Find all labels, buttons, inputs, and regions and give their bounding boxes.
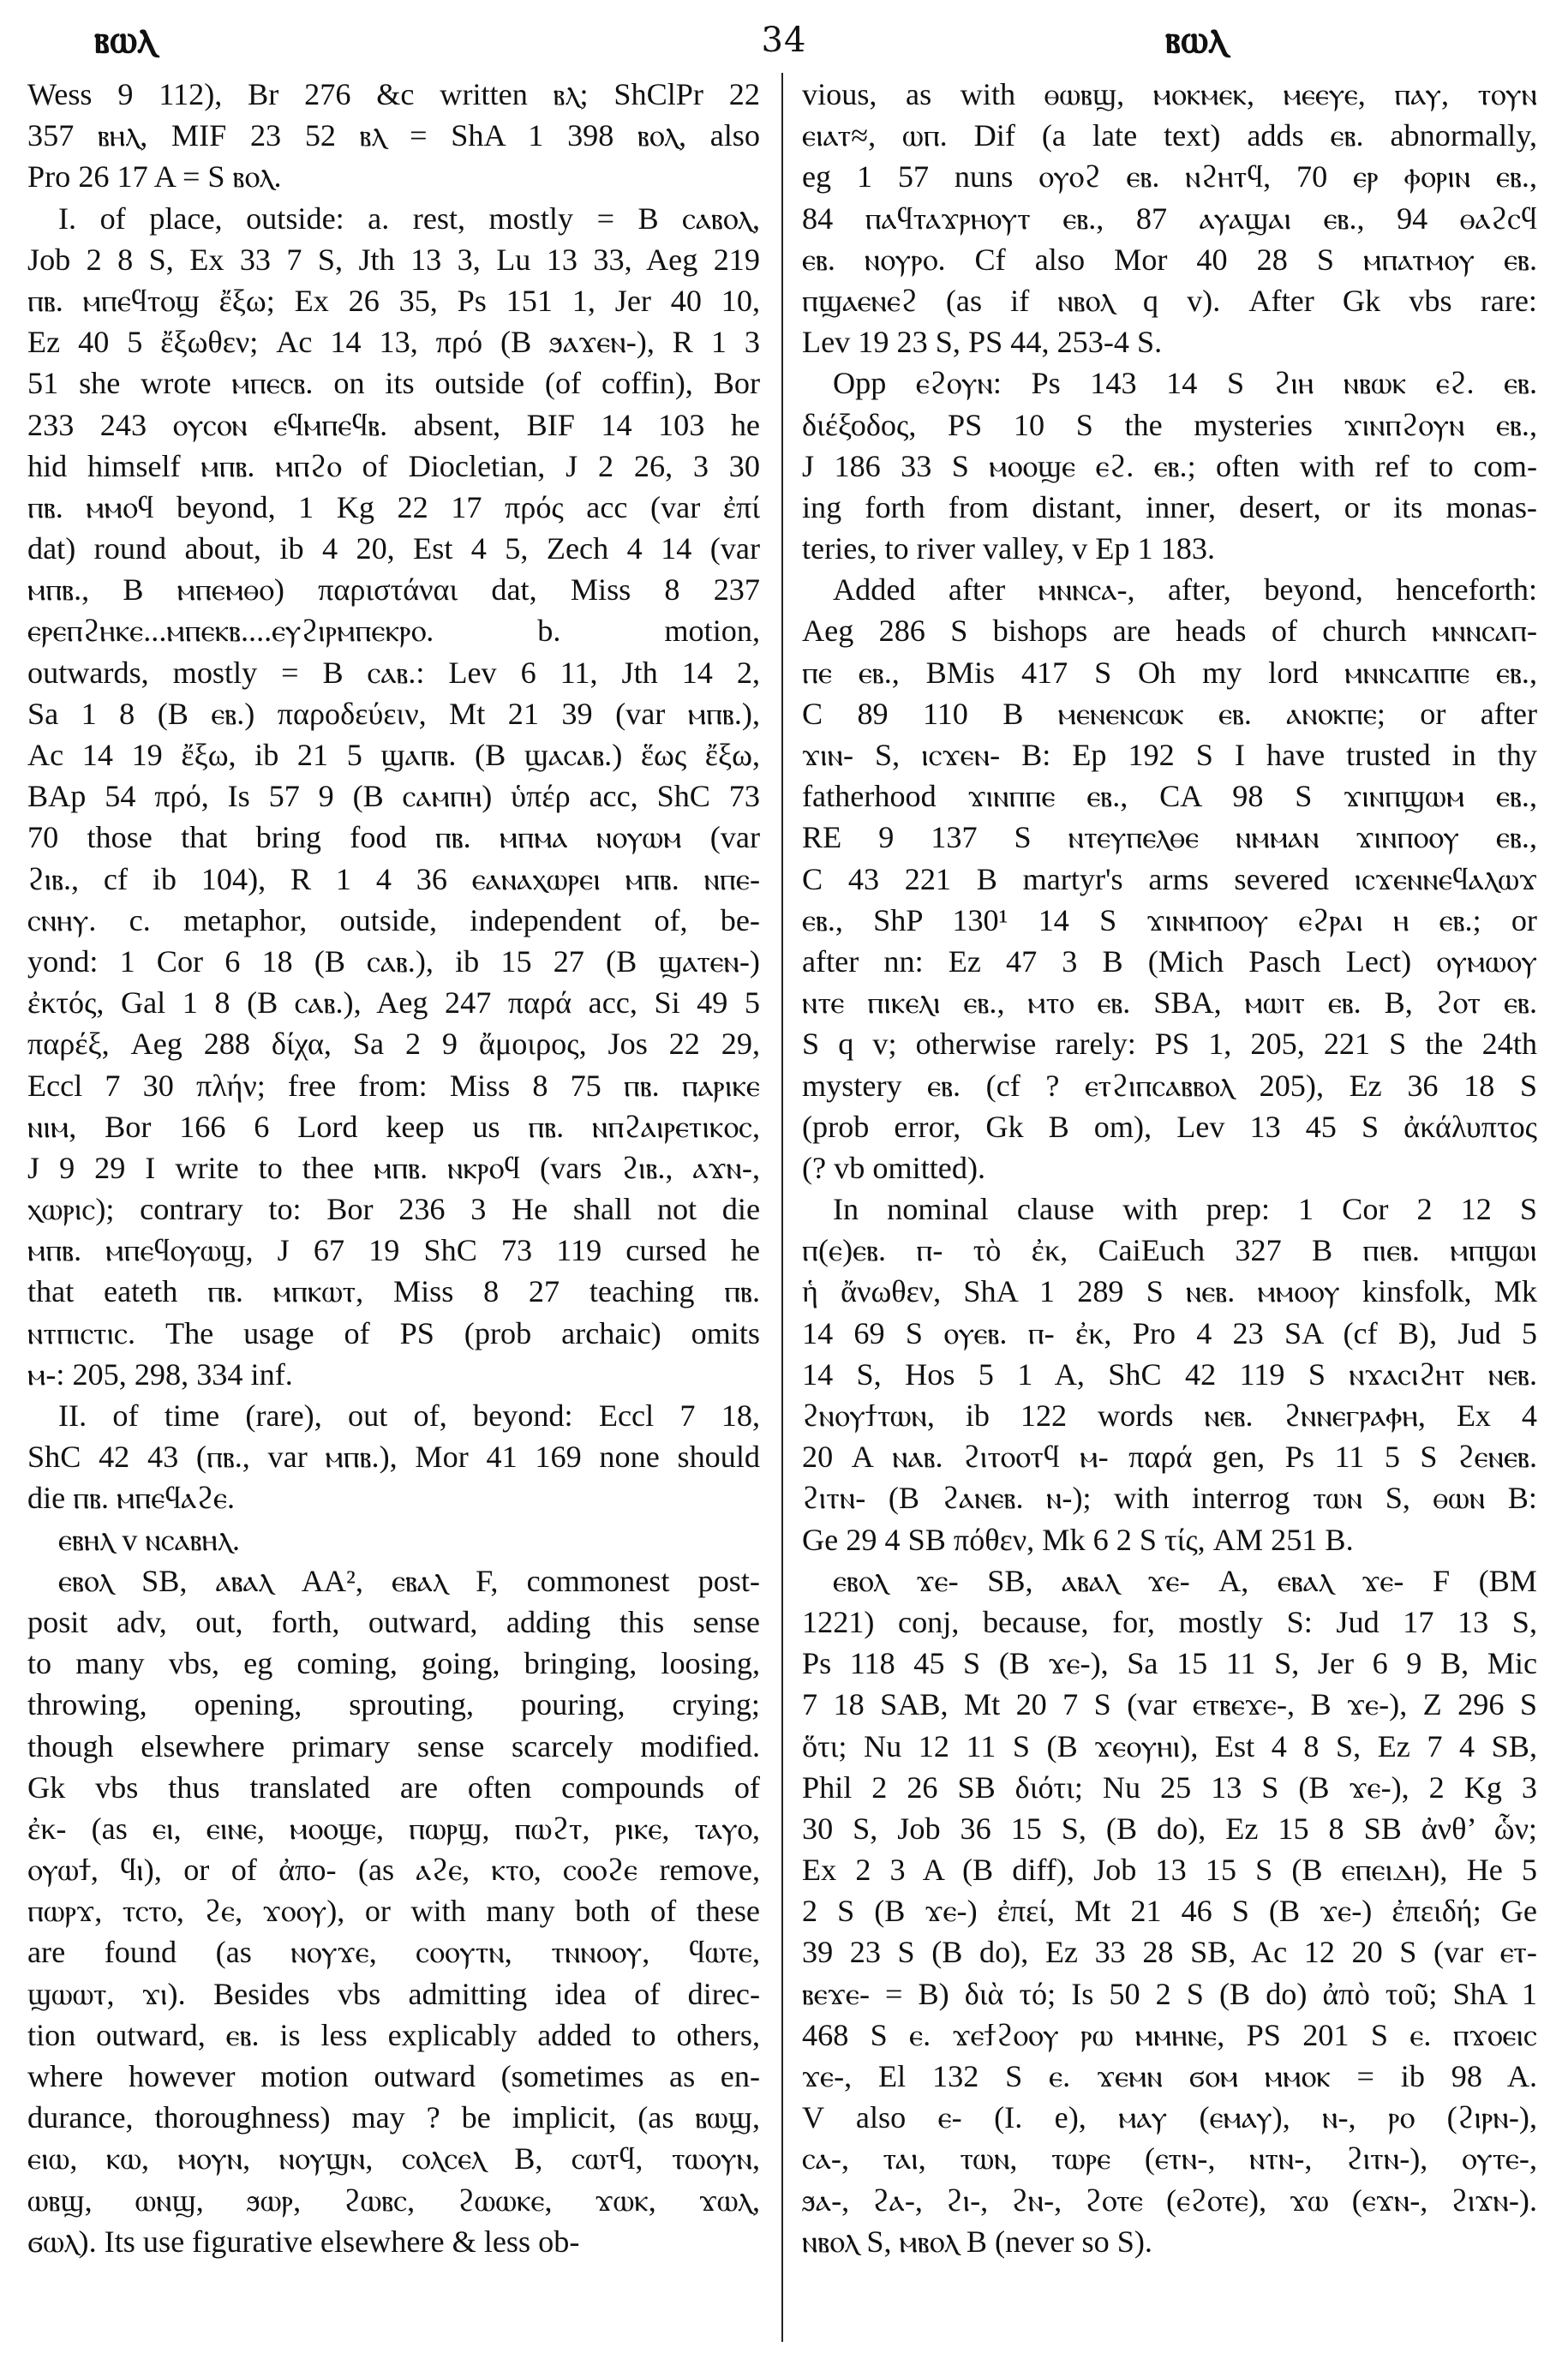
text-line: ⲛⲓⲙ, Bor 166 6 Lord keep us ⲡⲃ. ⲛⲡϩⲁⲓⲣⲉⲧⲓⲕⲟⲥ, [27,1109,760,1144]
text-line: ShC 42 43 (ⲡⲃ., var ⲙⲡⲃ.), Mor 41 169 none should [27,1440,760,1475]
column-divider [781,73,783,2342]
text-line: though elsewhere primary sense scarcely modified. [27,1728,760,1763]
text-line: ⲛⲧⲡⲓⲥⲧⲓⲥ. The usage of PS (prob archaic) omits [27,1315,760,1350]
text-line: Ps 118 45 S (B ϫⲉ-), Sa 15 11 S, Jer 6 9 B, Mic [802,1646,1537,1681]
text-line: Ac 14 19 ἔξω, ib 21 5 ϣⲁⲡⲃ. (B ϣⲁⲥⲁⲃ.) ἕως ἔξω, [27,738,760,772]
text-line: yond: 1 Cor 6 18 (B ⲥⲁⲃ.), ib 15 27 (B ϣⲁⲧⲉⲛ-) [27,943,760,979]
text-line: tion outward, ⲉⲃ. is less explicably added to others, [27,2017,760,2052]
text-line: 84 ⲡⲁϥⲧⲁϫⲣⲏⲟⲩⲧ ⲉⲃ., 87 ⲁⲩⲁϣⲁⲓ ⲉⲃ., 94 ⲑⲁϩⲥϥ [802,201,1537,236]
text-line: RE 9 137 S ⲛⲧⲉⲩⲡⲉⲗⲑⲉ ⲛⲙⲙⲁⲛ ϫⲓⲛⲡⲟⲟⲩ ⲉⲃ., [802,820,1537,855]
text-line: 14 S, Hos 5 1 A, ShC 42 119 S ⲛϫⲁⲥⲓϩⲏⲧ ⲛⲉⲃ. [802,1356,1537,1392]
text-line: are found (as ⲛⲟⲩϫⲉ, ⲥⲟⲟⲩⲧⲛ, ⲧⲛⲛⲟⲟⲩ, ϥⲱⲧⲉ, [27,1935,760,1970]
text-line: ing forth from distant, inner, desert, or its monas- [802,489,1537,524]
text-line: ⲛⲧⲉ ⲡⲓⲕⲉⲗⲓ ⲉⲃ., ⲙⲧⲟ ⲉⲃ. SBA, ⲙⲱⲓⲧ ⲉⲃ. B, ϩⲟⲧ ⲉⲃ. [802,985,1537,1021]
text-line: II. of time (rare), out of, beyond: Eccl 7 18, [58,1398,760,1433]
text-line: C 43 221 B martyr's arms severed ⲓⲥϫⲉⲛⲛⲉϥⲁⲗⲱϫ [802,861,1537,896]
text-line: 51 she wrote ⲙⲡⲉⲥⲃ. on its outside (of coffin), Bor [27,366,760,401]
text-line: ϩⲛⲟⲩϯⲧⲱⲛ, ib 122 words ⲛⲉⲃ. ϩⲛⲛⲉⲅⲣⲁⲫⲏ, Ex 4 [802,1398,1537,1433]
right-column [802,74,1537,2262]
text-line: 20 A ⲛⲁⲃ. ϩⲓⲧⲟⲟⲧϥ ⲙ- παρά gen, Ps 11 5 S ϩⲉⲛⲉⲃ. [802,1440,1537,1475]
text-line: where however motion outward (sometimes as en- [27,2059,760,2093]
text-line: ⲟⲩⲱϯ, ϥⲓ), or of ἀπο- (as ⲁϩⲉ, ⲕⲧⲟ, ⲥⲟⲟϩⲉ remove, [27,1853,760,1888]
text-line: ὅτι; Nu 12 11 S (B ϫⲉⲟⲩⲏⲓ), Est 4 8 S, Ez 7 4 SB, [802,1728,1537,1763]
text-line: ⲉⲃⲟⲗ ϫⲉ- SB, ⲁⲃⲁⲗ ϫⲉ- A, ⲉⲃⲁⲗ ϫⲉ- F (BM [833,1563,1537,1598]
text-line: ⲉⲣⲉⲡϩⲏⲕⲉ...ⲙⲡⲉⲕⲃ....ⲉⲩϩⲓⲣⲙⲡⲉⲕⲣⲟ. b. motion, [27,614,760,649]
text-line: fatherhood ϫⲓⲛⲡⲡⲉ ⲉⲃ., CA 98 S ϫⲓⲛⲡϣⲱⲙ ⲉⲃ., [802,779,1537,814]
text-line: to many vbs, eg coming, going, bringing, loosing, [27,1646,760,1681]
text-line: J 9 29 I write to thee ⲙⲡⲃ. ⲛⲕⲣⲟϥ (vars ϩⲓⲃ., ⲁϫⲛ-, [27,1150,760,1185]
text-line: ἐκ- (as ⲉⲓ, ⲉⲓⲛⲉ, ⲙⲟⲟϣⲉ, ⲡⲱⲣϣ, ⲡⲱϩⲧ, ⲣⲓⲕⲉ, ⲧⲁⲩⲟ, [27,1811,760,1846]
running-head-right: ⲃⲱⲗ [1165,15,1228,62]
text-line: Added after ⲙⲛⲛⲥⲁ-, after, beyond, henceforth: [833,572,1537,608]
text-line: ἐκτός, Gal 1 8 (B ⲥⲁⲃ.), Aeg 247 παρά acc, Si 49 5 [27,985,760,1021]
text-line: durance, thoroughness) may ? be implicit, (as ⲃⲱϣ, [27,2100,760,2135]
text-line: ⲥⲁ-, ⲧⲁⲓ, ⲧⲱⲛ, ⲧⲱⲣⲉ (ⲉⲧⲛ-, ⲛⲧⲛ-, ϩⲓⲧⲛ-), ⲟⲩⲧⲉ-, [802,2141,1537,2176]
text-line: In nominal clause with prep: 1 Cor 2 12 S [833,1192,1537,1227]
text-line: mystery ⲉⲃ. (cf ? ⲉⲧϩⲓⲡⲥⲁⲃⲃⲟⲗ 205), Ez 36 18 S [802,1068,1537,1103]
text-line: ⲉⲃ. ⲛⲟⲩⲣⲟ. Cf also Mor 40 28 S ⲙⲡⲁⲧⲙⲟⲩ ⲉⲃ. [802,242,1537,277]
page-number: 34 [761,21,807,60]
text-line: ⲡⲃ. ⲙⲡⲉϥⲧⲟϣ ἔξω; Ex 26 35, Ps 151 1, Jer 40 10, [27,283,760,318]
text-line: Sa 1 8 (B ⲉⲃ.) παροδεύειν, Mt 21 39 (var ⲙⲡⲃ.), [27,696,760,731]
text-line: ⲡϣⲁⲉⲛⲉϩ (as if ⲛⲃⲟⲗ q v). After Gk vbs rare: [802,283,1537,318]
text-line: ⲉⲃ., ShP 130¹ 14 S ϫⲓⲛⲙⲡⲟⲟⲩ ⲉϩⲣⲁⲓ ⲏ ⲉⲃ.; or [802,902,1537,937]
text-line: Ez 40 5 ἔξωθεν; Ac 14 13, πρό (B ϧⲁϫⲉⲛ-), R 1 3 [27,325,760,360]
text-line: ⲡⲃ. ⲙⲙⲟϥ beyond, 1 Kg 22 17 πρός acc (var ἐπί [27,489,760,524]
text-line: ϫⲓⲛ- S, ⲓⲥϫⲉⲛ- B: Ep 192 S I have trusted in thy [802,738,1537,772]
text-line: 39 23 S (B do), Ez 33 28 SB, Ac 12 20 S (var ⲉⲧ- [802,1935,1537,1970]
text-line: Phil 2 26 SB διότι; Nu 25 13 S (B ϫⲉ-), 2 Kg 3 [802,1769,1537,1805]
text-line: ⲥⲛⲏⲩ. c. metaphor, outside, independent of, be- [27,902,760,937]
text-line: C 89 110 B ⲙⲉⲛⲉⲛⲥⲱⲕ ⲉⲃ. ⲁⲛⲟⲕⲡⲉ; or after [802,696,1537,731]
text-line: posit adv, out, forth, outward, adding this sense [27,1604,760,1639]
text-line: outwards, mostly = B ⲥⲁⲃ.: Lev 6 11, Jth 14 2, [27,655,760,690]
text-line: 2 S (B ϫⲉ-) ἐπεί, Mt 21 46 S (B ϫⲉ-) ἐπειδή; Ge [802,1894,1537,1929]
text-line: J 186 33 S ⲙⲟⲟϣⲉ ⲉϩ. ⲉⲃ.; often with ref to com- [802,448,1537,483]
running-head-left: ⲃⲱⲗ [94,15,157,62]
text-line: 1221) conj, because, for, mostly S: Jud 17 13 S, [802,1604,1537,1639]
text-line: ⲡⲉ ⲉⲃ., BMis 417 S Oh my lord ⲙⲛⲛⲥⲁⲡⲡⲉ ⲉⲃ., [802,655,1537,690]
text-line: (? vb omitted). [802,1150,986,1185]
text-line: Lev 19 23 S, PS 44, 253-4 S. [802,325,1163,360]
text-line: ϧⲁ-, ϩⲁ-, ϩⲓ-, ϩⲛ-, ϩⲟⲧⲉ (ⲉϩⲟⲧⲉ), ϫⲱ (ⲉϫⲛ-, ϩⲓϫⲛ-). [802,2182,1537,2218]
text-line: die ⲡⲃ. ⲙⲡⲉϥⲁϩⲉ. [27,1481,236,1516]
text-line: (prob error, Gk B om), Lev 13 45 S ἀκάλυπτος [802,1109,1537,1144]
text-line: παρέξ, Aeg 288 δίχα, Sa 2 9 ἄμοιρος, Jos 22 29, [27,1027,760,1062]
text-line: Ge 29 4 SB πόθεν, Mk 6 2 S τίς, AM 251 B. [802,1522,1354,1557]
text-line: throwing, opening, sprouting, pouring, crying; [27,1687,760,1722]
text-line: hid himself ⲙⲡⲃ. ⲙⲡϩⲟ of Diocletian, J 2 26, 3 30 [27,448,760,483]
text-line: ϭⲱⲗ). Its use figurative elsewhere & less ob- [27,2224,580,2259]
text-line: ϣⲱⲱⲧ, ϫⲓ). Besides vbs admitting idea of direc- [27,1976,760,2011]
text-line: Ex 2 3 A (B diff), Job 13 15 S (B ⲉⲡⲉⲓⲇⲏ), He 5 [802,1853,1537,1888]
text-line: διέξοδος, PS 10 S the mysteries ϫⲓⲛⲡϩⲟⲩⲛ ⲉⲃ., [802,407,1537,442]
text-line: ⲭⲱⲣⲓⲥ); contrary to: Bor 236 3 He shall not die [27,1192,760,1227]
text-line: Eccl 7 30 πλήν; free from: Miss 8 75 ⲡⲃ. ⲡⲁⲣⲓⲕⲉ [27,1068,760,1103]
text-line: S q v; otherwise rarely: PS 1, 205, 221 S the 24th [802,1027,1537,1062]
text-line: vious, as with ⲑⲱⲃϣ, ⲙⲟⲕⲙⲉⲕ, ⲙⲉⲉⲩⲉ, ⲡⲁⲩ, ⲧⲟⲩⲛ [802,77,1537,111]
text-line: that eateth ⲡⲃ. ⲙⲡⲕⲱⲧ, Miss 8 27 teaching ⲡⲃ. [27,1274,760,1309]
text-line: 14 69 S ⲟⲩⲉⲃ. ⲡ- ἐκ, Pro 4 23 SA (cf B), Jud 5 [802,1315,1537,1350]
text-line: ϩⲓⲃ., cf ib 104), R 1 4 36 ⲉⲁⲛⲁⲭⲱⲣⲉⲓ ⲙⲡⲃ. ⲛⲡⲉ- [27,861,760,896]
text-line: ⲉⲃⲟⲗ SB, ⲁⲃⲁⲗ AA², ⲉⲃⲁⲗ F, commonest post- [58,1563,760,1598]
text-line: ⲙⲡⲃ. ⲙⲡⲉϥⲟⲩⲱϣ, J 67 19 ShC 73 119 cursed he [27,1233,760,1268]
text-line: ⲱⲃϣ, ⲱⲛϣ, ϧⲱⲣ, ϩⲱⲃⲥ, ϩⲱⲱⲕⲉ, ϫⲱⲕ, ϫⲱⲗ, [27,2182,760,2218]
text-line: ϫⲉ-, El 132 S ⲉ. ϫⲉⲙⲛ ϭⲟⲙ ⲙⲙⲟⲕ = ib 98 A. [802,2059,1537,2093]
text-line: 30 S, Job 36 15 S, (B do), Ez 15 8 SB ἀνθ’ ὧν; [802,1811,1537,1846]
text-line: Gk vbs thus translated are often compounds of [27,1769,760,1805]
text-line: ⲉⲓⲁⲧ≈, ⲱⲡ. Dif (a late text) adds ⲉⲃ. abnormally, [802,118,1537,153]
text-line: ἡ ἄνωθεν, ShA 1 289 S ⲛⲉⲃ. ⲙⲙⲟⲟⲩ kinsfolk, Mk [802,1274,1537,1309]
text-line: ϩⲓⲧⲛ- (B ϩⲁⲛⲉⲃ. ⲛ-); with interrog ⲧⲱⲛ S, ⲑⲱⲛ B: [802,1481,1537,1516]
text-line: ⲛⲃⲟⲗ S, ⲙⲃⲟⲗ B (never so S). [802,2224,1152,2259]
text-line: ⲡⲱⲣϫ, ⲧⲥⲧⲟ, ϩⲉ, ϫⲟⲟⲩ), or with many both of these [27,1894,760,1929]
text-line: 70 those that bring food ⲡⲃ. ⲙⲡⲙⲁ ⲛⲟⲩⲱⲙ (var [27,820,760,855]
left-column [27,74,760,2262]
text-line: 233 243 ⲟⲩⲥⲟⲛ ⲉϥⲙⲡⲉϥⲃ. absent, BIF 14 103 he [27,407,760,442]
text-line: teries, to river valley, v Ep 1 183. [802,531,1216,566]
text-line: after nn: Ez 47 3 B (Mich Pasch Lect) ⲟⲩⲙⲱⲟⲩ [802,943,1537,979]
text-line: V also ⲉ- (I. e), ⲙⲁⲩ (ⲉⲙⲁⲩ), ⲛ-, ⲣⲟ (ϩⲓⲣⲛ-), [802,2100,1537,2135]
text-line: 468 S ⲉ. ϫⲉϯϩⲟⲟⲩ ⲣⲱ ⲙⲙⲏⲛⲉ, PS 201 S ⲉ. ⲡϫⲟⲉⲓⲥ [802,2017,1537,2052]
text-line: ⲙⲡⲃ., B ⲙⲡⲉⲙⲑⲟ) παριστάναι dat, Miss 8 237 [27,572,760,608]
text-line: ⲉⲃⲏⲗ v ⲛⲥⲁⲃⲏⲗ. [58,1522,241,1557]
text-line: Pro 26 17 A = S ⲃⲟⲗ. [27,159,282,195]
text-line: Wess 9 112), Br 276 &c written ⲃⲗ; ShClPr 22 [27,77,760,111]
text-line: ⲙ-: 205, 298, 334 inf. [27,1356,293,1392]
text-line: BAp 54 πρό, Is 57 9 (B ⲥⲁⲙⲡⲏ) ὑπέρ acc, ShC 73 [27,779,760,814]
text-line: ⲡ(ⲉ)ⲉⲃ. ⲡ- τὸ ἐκ, CaiEuch 327 B ⲡⲓⲉⲃ. ⲙⲡϣⲱⲓ [802,1233,1537,1268]
text-line: ⲉⲓⲱ, ⲕⲱ, ⲙⲟⲩⲛ, ⲛⲟⲩϣⲛ, ⲥⲟⲗⲥⲉⲗ B, ⲥⲱⲧϥ, ⲧⲱⲟⲩⲛ, [27,2141,760,2176]
text-line: Aeg 286 S bishops are heads of church ⲙⲛⲛⲥⲁⲡ- [802,614,1537,649]
text-line: 7 18 SAB, Mt 20 7 S (var ⲉⲧⲃⲉϫⲉ-, B ϫⲉ-), Z 296 S [802,1687,1537,1722]
text-line: 357 ⲃⲏⲗ, MIF 23 52 ⲃⲗ = ShA 1 398 ⲃⲟⲗ, also [27,118,760,153]
text-line: Job 2 8 S, Ex 33 7 S, Jth 13 3, Lu 13 33, Aeg 219 [27,242,760,277]
text-line: ⲃⲉϫⲉ- = B) διὰ τό; Is 50 2 S (B do) ἀπὸ τοῦ; ShA 1 [802,1976,1537,2011]
text-line: I. of place, outside: a. rest, mostly = B ⲥⲁⲃⲟⲗ, [58,201,760,236]
text-line: Opp ⲉϩⲟⲩⲛ: Ps 143 14 S ϩⲓⲏ ⲛⲃⲱⲕ ⲉϩ. ⲉⲃ. [833,366,1537,401]
text-line: eg 1 57 nuns ⲟⲩⲟϩ ⲉⲃ. ⲛϩⲏⲧϥ, 70 ⲉⲣ ⲫⲟⲣⲓⲛ ⲉⲃ., [802,159,1537,195]
text-line: dat) round about, ib 4 20, Est 4 5, Zech 4 14 (var [27,531,760,566]
